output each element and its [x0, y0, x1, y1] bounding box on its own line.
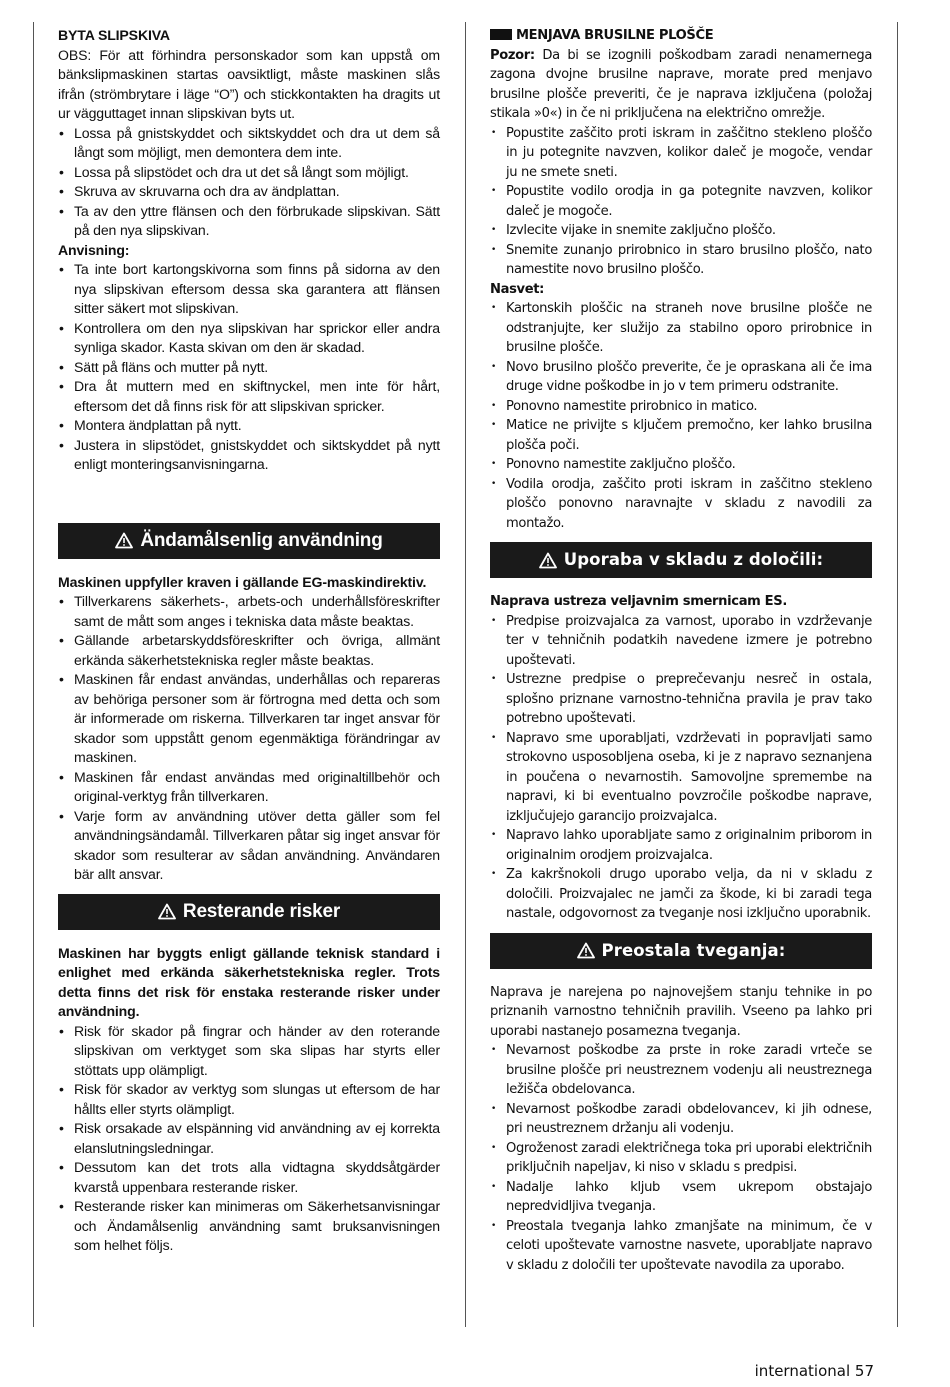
list-item: • Sätt på fläns och mutter på nytt. — [58, 358, 440, 378]
sl-residual-lead: Naprava je narejena po najnovejšem stanju tehnike in po priznanih varnostno tehničnih pravilih. Vseeno pa lahko pri uporabi nastanejo posamezna tveganja. — [490, 984, 872, 1039]
list-item: • Napravo lahko uporabljate samo z originalnim priborom in originalnim orodjem proizvajalca. — [490, 826, 872, 865]
list-item: • Skruva av skruvarna och dra av ändplattan. — [58, 182, 440, 202]
sl-note-items — [490, 299, 872, 533]
list-item: • Resterande risker kan minimeras om Säkerhetsanvisningar och Ändamålsenlig användning samt bruksanvisningen som helhet följs. — [58, 1197, 440, 1256]
page-footer — [755, 1362, 874, 1380]
sv-changing-steps — [58, 124, 440, 241]
sv-residual-lead: Maskinen har byggts enligt gällande teknisk standard i enlighet med erkända säkerhetstekniska regler. Trots detta finns det risk för enstaka resterande risker under användning. — [58, 944, 440, 1019]
list-item: • Varje form av användning utöver detta gäller som fel användningsändamål. Tillverkaren påtar sig inget ansvar för skador som resulterar av sådan användning. Användaren bär allt ansvar. — [58, 807, 440, 885]
list-item: • Ponovno namestite prirobnico in matico. — [490, 397, 872, 417]
slovenian-column — [490, 26, 872, 1275]
sv-intended-use-items — [58, 592, 440, 885]
sv-residual-items — [58, 1022, 440, 1256]
list-item: • Tillverkarens säkerhets-, arbets-och underhållsföreskrifter samt de mått som anges i tekniska data måste beaktas. — [58, 592, 440, 631]
left-border-line — [33, 22, 34, 1327]
list-item: • Ustrezne predpise o preprečevanju nesreč in ostala, splošno priznane varnostno-tehnična pravila je prav tako potrebno upoštevati. — [490, 670, 872, 729]
list-item: • Ponovno namestite zaključno ploščo. — [490, 455, 872, 475]
list-item: • Vodila orodja, zaščito proti iskram in zaščitno stekleno ploščo ponovno naravnajte v skladu z navodili za montažo. — [490, 475, 872, 534]
list-item: • Risk orsakade av elspänning vid användning av ej korrekta elanslutningsledningar. — [58, 1119, 440, 1158]
list-item: • Popustite vodilo orodja in ga potegnite navzven, kolikor daleč je mogoče. — [490, 182, 872, 221]
list-item: • Nevarnost poškodbe za prste in roke zaradi vrteče se brusilne plošče pri neustreznem vodenju ali neustreznega ležišča obdelovanca. — [490, 1041, 872, 1100]
list-item: • Maskinen får endast användas med originaltillbehör och original-verktyg från tillverkaren. — [58, 768, 440, 807]
sl-warning-label: Pozor: — [490, 47, 535, 63]
list-item: • Kartonskih ploščic na straneh nove brusilne plošče ne odstranjujte, ker služijo za stabilno oporo prirobnice in brusilne plošče. — [490, 299, 872, 358]
list-item: • Ta av den yttre flänsen och den förbrukade slipskivan. Sätt på den nya slipskivan. — [58, 202, 440, 241]
warning-triangle-icon — [115, 532, 133, 549]
list-item: • Risk för skador på fingrar och händer av den roterande slipskivan om verktyget som ska slipas har styrts eller stöttats upp olämpligt. — [58, 1022, 440, 1081]
list-item: • Lossa på gnistskyddet och siktskyddet och dra ut dem så långt som möjligt, men demontera dem inte. — [58, 124, 440, 163]
sv-note-label: Anvisning: — [58, 241, 130, 258]
sl-residual-heading — [490, 933, 872, 969]
list-item: • Ogroženost zaradi električnega toka pri uporabi električnih priključnih napeljav, ki niso v skladu s predpisi. — [490, 1139, 872, 1178]
sv-note-items — [58, 260, 440, 475]
list-item: • Za kakršnokoli drugo uporabo velja, da ni v skladu z določili. Proizvajalec ne jamči za škode, ki bi zaradi tega nastale, odgovornost za tveganje nosi izključno uporabnik. — [490, 865, 872, 924]
list-item: • Risk för skador av verktyg som slungas ut eftersom de har hållts eller styrts olämpligt. — [58, 1080, 440, 1119]
list-item: • Nevarnost poškodbe zaradi obdelovancev, ki jih odnese, pri neustreznem držanju ali vodenju. — [490, 1100, 872, 1139]
list-item: • Dra åt muttern med en skiftnyckel, men inte för hårt, eftersom det då finns risk för att slipskivan spricker. — [58, 377, 440, 416]
sl-intended-use-title: Uporaba v skladu z določili: — [563, 550, 824, 570]
sv-residual-title: Resterande risker — [182, 900, 341, 922]
sl-intended-use-items — [490, 612, 872, 924]
warning-triangle-icon — [539, 552, 557, 569]
list-item: • Ta inte bort kartongskivorna som finns på sidorna av den nya slipskivan eftersom dessa ska garantera att flänsen sitter säkert mot slipskivan. — [58, 260, 440, 319]
list-item: • Preostala tveganja lahko zmanjšate na minimum, če v celoti upoštevate varnostne nasvete, uporabljate napravo v skladu z določili ter upoštevate navodila za uporabo. — [490, 1217, 872, 1276]
list-item: • Novo brusilno ploščo preverite, če je opraskana ali če ima druge vidne poškodbe in jo v tem primeru odstranite. — [490, 358, 872, 397]
page-number: 57 — [854, 1362, 874, 1380]
list-item: • Maskinen får endast användas, underhållas och repareras av behöriga personer som är förtrogna med detta och som är informerade om riskerna. Tillverkaren tar inget ansvar för skador som uppstått genom egenmäktiga förändringar av maskinen. — [58, 670, 440, 768]
sl-note-label: Nasvet: — [490, 281, 545, 297]
sv-residual-heading — [58, 894, 440, 930]
black-square-marker — [490, 29, 512, 40]
sv-intended-use-heading — [58, 523, 440, 559]
column-divider-line — [465, 22, 466, 1327]
sl-changing-title: MENJAVA BRUSILNE PLOŠČE — [516, 28, 714, 43]
sl-changing-intro-block — [490, 46, 872, 124]
sl-residual-items — [490, 1041, 872, 1275]
list-item: • Lossa på slipstödet och dra ut det så långt som möjligt. — [58, 163, 440, 183]
list-item: • Napravo sme uporabljati, vzdrževati in popravljati samo strokovno usposobljena oseba, ki je z napravo seznanjena in poučena o nevarnostih. Samovoljne spremembe na napravi, ki bi eventualno povzročile poškodbe naprave, izključujejo garancijo proizvajalca. — [490, 729, 872, 827]
swedish-column — [58, 26, 440, 1256]
sl-changing-intro: Da bi se izognili poškodbam zaradi nenamernega zagona dvojne brusilne naprave, morate pred menjavo brusilne plošče preveriti, če je naprava izključena (položaj stikala »0«) in če ni priključena na električno omrežje. — [490, 47, 872, 121]
footer-label: international — [754, 1362, 851, 1380]
sv-intended-use-title: Ändamålsenlig användning — [140, 529, 383, 551]
sl-intended-use-heading — [490, 542, 872, 578]
list-item: • Dessutom kan det trots alla vidtagna skyddsåtgärder kvarstå uppenbara resterande risker. — [58, 1158, 440, 1197]
sl-changing-heading — [490, 26, 872, 46]
list-item: • Snemite zunanjo prirobnico in staro brusilno ploščo, nato namestite novo brusilno ploščo. — [490, 241, 872, 280]
list-item: • Montera ändplattan på nytt. — [58, 416, 440, 436]
list-item: • Justera in slipstödet, gnistskyddet och siktskyddet på nytt enligt monteringsanvisningarna. — [58, 436, 440, 475]
list-item: • Popustite zaščito proti iskram in zaščitno stekleno ploščo in ju potegnite navzven, kolikor daleč je mogoče, vendar ju ne smete sneti. — [490, 124, 872, 183]
list-item: • Izvlecite vijake in snemite zaključno ploščo. — [490, 221, 872, 241]
sv-changing-intro: OBS: För att förhindra personskador som kan uppstå om bänkslipmaskinen startas oavsiktligt, måste maskinen slås ifrån (strömbrytare i läge “O”) och stickkontakten ha dragits ut ur vägguttaget innan slipskivan byts ut. — [58, 46, 440, 121]
warning-triangle-icon — [158, 903, 176, 920]
sl-residual-title: Preostala tveganja: — [601, 940, 786, 960]
sv-intended-use-lead: Maskinen uppfyller kraven i gällande EG-maskindirektiv. — [58, 573, 427, 590]
sl-intended-use-lead: Naprava ustreza veljavnim smernicam ES. — [490, 594, 787, 609]
list-item: • Predpise proizvajalca za varnost, uporabo in vzdrževanje ter v tehničnih podatkih navedene izmere je potrebno upoštevati. — [490, 612, 872, 671]
right-border-line — [897, 22, 898, 1327]
warning-triangle-icon — [577, 942, 595, 959]
list-item: • Matice ne privijte s ključem premočno, ker lahko brusilna plošča poči. — [490, 416, 872, 455]
list-item: • Gällande arbetarskyddsföreskrifter och övriga, allmänt erkända säkerhetstekniska regler måste beaktas. — [58, 631, 440, 670]
sl-changing-steps — [490, 124, 872, 280]
list-item: • Nadalje lahko kljub vsem ukrepom obstajajo nepredvidljiva tveganja. — [490, 1178, 872, 1217]
sv-changing-title: BYTA SLIPSKIVA — [58, 27, 170, 43]
list-item: • Kontrollera om den nya slipskivan har sprickor eller andra synliga skador. Kasta skivan om den är skadad. — [58, 319, 440, 358]
